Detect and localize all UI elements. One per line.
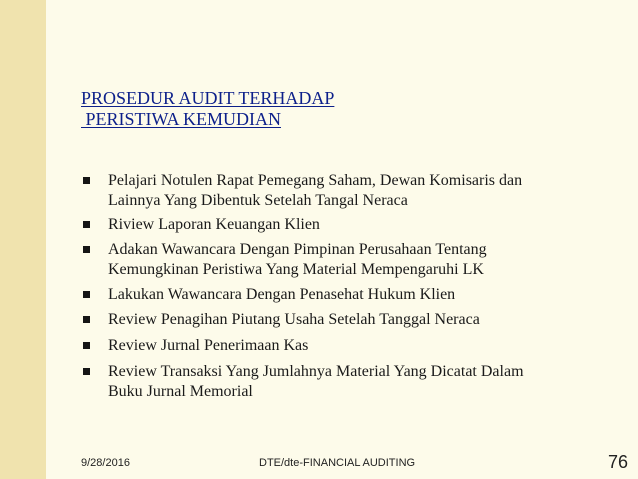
square-bullet-icon: [83, 342, 90, 349]
footer-date: 9/28/2016: [81, 457, 130, 469]
title-line-1: PROSEDUR AUDIT TERHADAP: [81, 88, 335, 108]
title-line-2: PERISTIWA KEMUDIAN: [81, 109, 281, 129]
bullet-text: Review Transaksi Yang Jumlahnya Material Yang Dicatat Dalam Buku Jurnal Memorial: [108, 363, 524, 400]
square-bullet-icon: [83, 177, 90, 184]
square-bullet-icon: [83, 221, 90, 228]
slide-title: [81, 88, 581, 130]
square-bullet-icon: [83, 246, 90, 253]
footer-title: DTE/dte-FINANCIAL AUDITING: [259, 457, 416, 469]
slide-number: 76: [608, 452, 629, 472]
bullet-text: Adakan Wawancara Dengan Pimpinan Perusahaan Tentang Kemungkinan Peristiwa Yang Material Mempengaruhi LK: [108, 241, 487, 278]
square-bullet-icon: [83, 291, 90, 298]
square-bullet-icon: [83, 368, 90, 375]
bullet-text: Pelajari Notulen Rapat Pemegang Saham, Dewan Komisaris dan Lainnya Yang Dibentuk Setelah Tangal Neraca: [108, 172, 523, 209]
bullet-text: Riview Laporan Keuangan Klien: [108, 216, 320, 233]
left-decorative-band: [0, 0, 46, 479]
bullet-text: Review Jurnal Penerimaan Kas: [108, 337, 309, 354]
bullet-text: Lakukan Wawancara Dengan Penasehat Hukum Klien: [108, 286, 456, 303]
bullet-text: Review Penagihan Piutang Usaha Setelah Tanggal Neraca: [108, 311, 480, 328]
square-bullet-icon: [83, 316, 90, 323]
